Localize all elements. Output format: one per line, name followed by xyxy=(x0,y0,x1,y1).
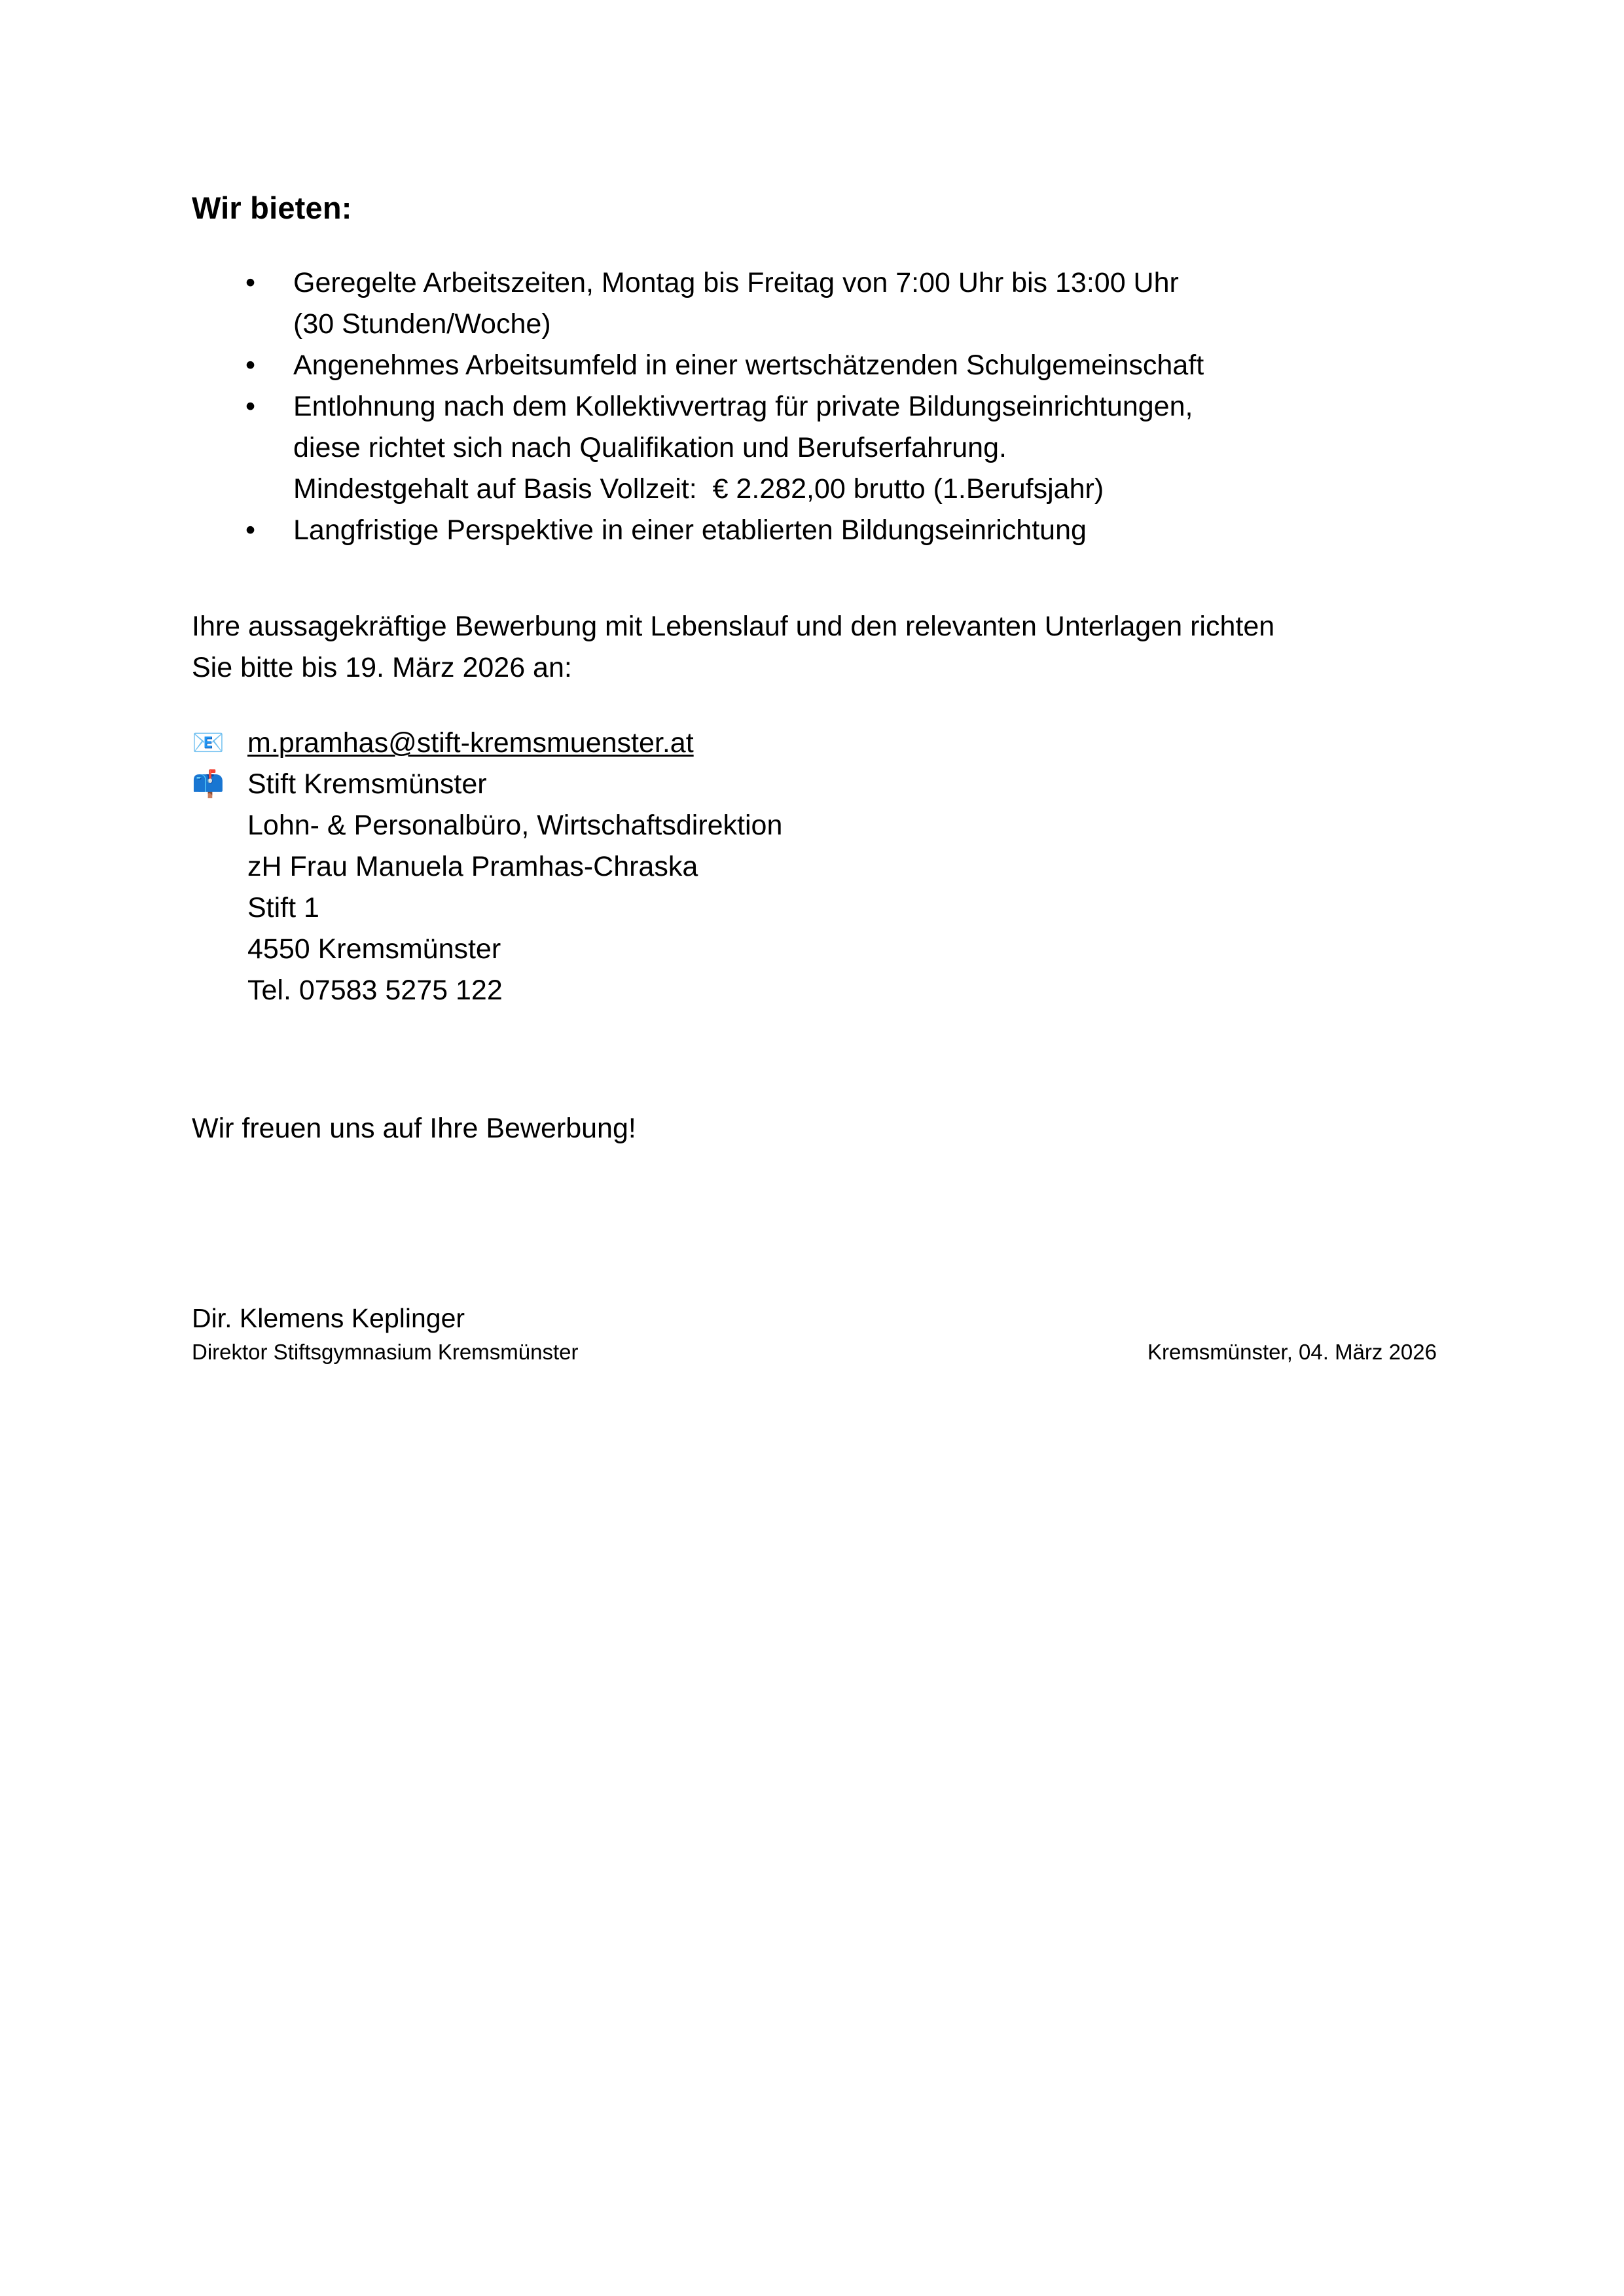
signatory-name: Dir. Klemens Keplinger xyxy=(192,1303,465,1334)
address-line: 4550 Kremsmünster xyxy=(247,933,501,965)
list-item-line: diese richtet sich nach Qualifikation und Berufserfahrung. xyxy=(293,432,1007,464)
list-item-line: Langfristige Perspektive in einer etablierten Bildungseinrichtung xyxy=(293,514,1087,547)
contact-address-row xyxy=(192,805,1435,846)
list-item-line: (30 Stunden/Woche) xyxy=(293,308,551,340)
contact-block xyxy=(192,723,1435,1011)
bullet-icon: • xyxy=(245,350,256,382)
list-item xyxy=(192,510,1435,551)
list-item-line: Angenehmes Arbeitsumfeld in einer wertschätzenden Schulgemeinschaft xyxy=(293,350,1204,382)
contact-address-row xyxy=(192,929,1435,970)
signatory-role: Direktor Stiftsgymnasium Kremsmünster xyxy=(192,1340,579,1365)
closing-text: Wir freuen uns auf Ihre Bewerbung! xyxy=(192,1113,636,1145)
instructions-line: Ihre aussagekräftige Bewerbung mit Lebenslauf und den relevanten Unterlagen richten xyxy=(192,611,1275,643)
email-link[interactable]: m.pramhas@stift-kremsmuenster.at xyxy=(247,727,694,759)
application-instructions xyxy=(192,606,1435,689)
address-line: zH Frau Manuela Pramhas-Chraska xyxy=(247,851,698,883)
list-item-line: Geregelte Arbeitszeiten, Montag bis Freitag von 7:00 Uhr bis 13:00 Uhr xyxy=(293,267,1179,299)
list-item-line: Mindestgehalt auf Basis Vollzeit: € 2.282,00 brutto (1.Berufsjahr) xyxy=(293,473,1104,505)
phone-line: Tel. 07583 5275 122 xyxy=(247,975,503,1007)
list-item xyxy=(192,345,1435,386)
signature-footer xyxy=(192,1336,1437,1368)
address-line: Lohn- & Personalbüro, Wirtschaftsdirektion xyxy=(247,810,783,842)
bullet-icon: • xyxy=(245,391,256,423)
mailbox-icon: 📫 xyxy=(192,770,225,799)
list-item xyxy=(192,386,1435,510)
offers-list xyxy=(192,262,1435,551)
address-line: Stift 1 xyxy=(247,892,319,924)
signature-block xyxy=(192,1300,1435,1368)
contact-email-row xyxy=(192,723,1435,764)
address-line: Stift Kremsmünster xyxy=(247,768,487,800)
bullet-icon: • xyxy=(245,267,256,299)
contact-address-row xyxy=(192,764,1435,805)
contact-address-row xyxy=(192,846,1435,888)
list-item xyxy=(192,262,1435,345)
bullet-icon: • xyxy=(245,514,256,547)
instructions-line: Sie bitte bis 19. März 2026 an: xyxy=(192,652,572,684)
contact-phone-row xyxy=(192,970,1435,1011)
place-and-date: Kremsmünster, 04. März 2026 xyxy=(1147,1340,1437,1365)
email-envelope-icon: 📧 xyxy=(192,728,225,758)
page-title: Wir bieten: xyxy=(192,190,352,225)
list-item-line: Entlohnung nach dem Kollektivvertrag für private Bildungseinrichtungen, xyxy=(293,391,1193,423)
contact-address-row xyxy=(192,888,1435,929)
document-content xyxy=(192,190,1435,1368)
